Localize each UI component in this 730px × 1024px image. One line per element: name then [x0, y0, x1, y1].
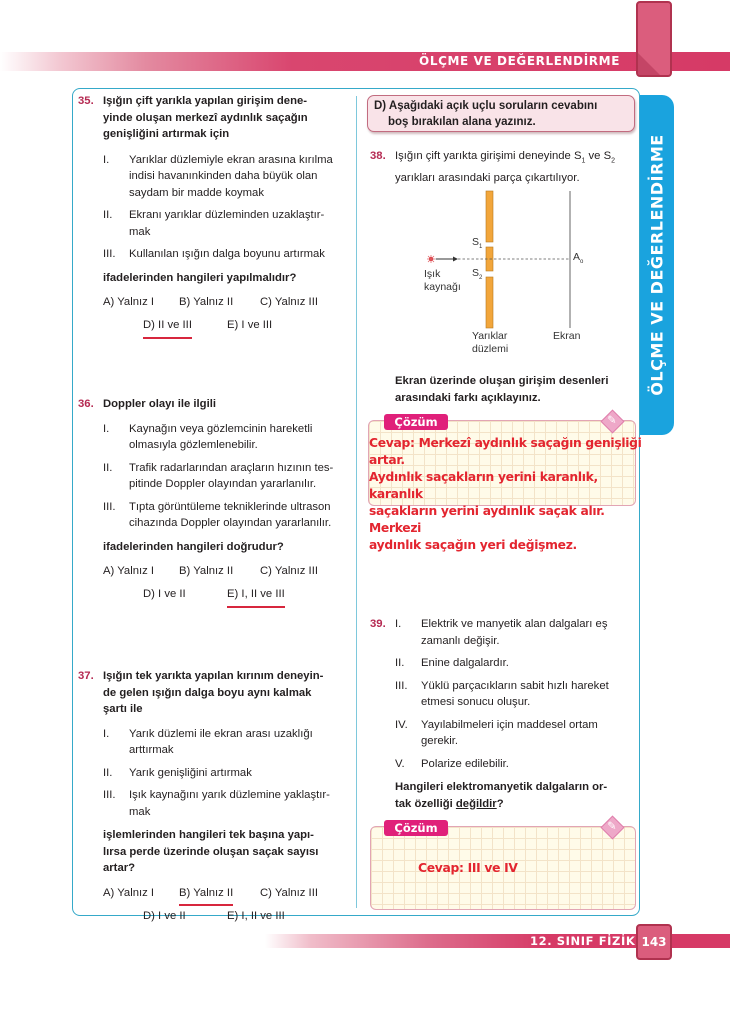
statement-line: Kaynağın veya gözlemcinin hareketli [129, 422, 313, 435]
question-stem: Doppler olayı ile ilgili [103, 398, 216, 410]
statement-line: Yarıklar düzlemiyle ekran arasına kırılma [129, 153, 333, 166]
slit-s1-label: $S_1$ [472, 236, 483, 251]
statement-line: mak [129, 805, 151, 818]
roman-numeral: IV. [395, 718, 408, 731]
question-number: 36. [78, 398, 94, 410]
statement-line: etmesi sonucu oluşur. [421, 696, 531, 708]
answer-38 [369, 435, 644, 554]
statement-line: cihazında Doppler olayından yararlanılır. [129, 517, 332, 529]
statement-iii [395, 678, 632, 711]
question-prompt: ifadelerinden hangileri yapılmalıdır? [103, 271, 297, 284]
question-38-prompt [395, 373, 635, 406]
statement-iv [395, 717, 632, 750]
point-a0-label: $A_o$ [573, 251, 584, 266]
statement-i [395, 616, 632, 649]
prompt-line: Ekran üzerinde oluşan girişim desenleri [395, 375, 609, 387]
statement-i [103, 421, 353, 454]
statement-line: Polarize edilebilir. [421, 757, 509, 770]
roman-numeral: I. [103, 422, 110, 435]
page-number: 143 [636, 924, 672, 960]
statement-iii [103, 787, 353, 820]
roman-numeral: II. [103, 766, 113, 779]
answer-line: saçakların yerini aydınlık saçak alır. Merkezi [369, 504, 605, 535]
stem-text: Işığın çift yarıkta girişimi deneyinde S [395, 150, 582, 162]
options-row-2 [103, 908, 353, 924]
statement-line: Yarık düzlemi ile ekran arası uzaklığı [129, 727, 313, 740]
statement-line: indisi havanınkinden daha büyük olan [129, 170, 318, 182]
answer-line: aydınlık saçağın yeri değişmez. [369, 538, 577, 552]
prompt-line: arasındaki farkı açıklayınız. [395, 391, 541, 404]
question-number: 39. [370, 618, 386, 630]
prompt-line: artar? [103, 862, 136, 874]
statement-line: Enine dalgalardır. [421, 657, 509, 669]
label-line: Yarıklar [472, 330, 508, 342]
statement-ii [103, 765, 353, 782]
question-37 [78, 668, 353, 924]
header-band [0, 52, 730, 71]
stem-line: yarıkları arasındaki parça çıkartılıyor. [395, 171, 580, 184]
question-36 [78, 396, 353, 602]
options-row-2 [103, 317, 353, 333]
question-prompt [395, 779, 632, 812]
slit-plane-label [472, 330, 508, 356]
section-d-instructions [367, 95, 635, 132]
statement-line: arttırmak [129, 744, 174, 756]
prompt-line [395, 796, 632, 813]
solution-label: Çözüm [384, 414, 448, 430]
side-tab-label: ÖLÇME VE DEĞERLENDİRME [647, 134, 667, 396]
roman-numeral: I. [103, 153, 110, 166]
header-title: ÖLÇME VE DEĞERLENDİRME [419, 54, 620, 68]
emphasized-word: değildir [455, 797, 497, 810]
roman-numeral: II. [103, 209, 113, 221]
statement-line: Tıpta görüntüleme tekniklerinde ultrason [129, 500, 331, 513]
statement-line: Işık kaynağını yarık düzlemine yaklaştır- [129, 789, 330, 801]
subscript: 2 [611, 157, 616, 165]
statement-line: gerekir. [421, 735, 459, 747]
stem-line: de gelen ışığın dalga boyu aynı kalmak [103, 686, 312, 699]
stem-line: Işığın tek yarıkta yapılan kırınım deneyin- [103, 670, 324, 682]
statement-iii [103, 246, 353, 263]
roman-numeral: III. [103, 248, 116, 260]
statement-i [103, 726, 353, 759]
prompt-line: Hangileri elektromanyetik dalgaların or- [395, 781, 608, 793]
option-d[interactable]: D) I ve II [143, 588, 186, 600]
statement-line: mak [129, 225, 151, 238]
statement-line: saydam bir madde koymak [129, 186, 264, 199]
question-stem [103, 93, 353, 143]
prompt-line: lırsa perde üzerinde oluşan saçak sayısı [103, 845, 319, 858]
question-prompt [103, 827, 353, 877]
section-d-line: D) Aşağıdaki açık uçlu soruların cevabını [374, 100, 598, 112]
option-b-marked[interactable]: B) Yalnız II [179, 885, 233, 907]
question-number: 38. [370, 150, 386, 162]
option-c[interactable]: C) Yalnız III [260, 886, 318, 899]
option-a[interactable]: A) Yalnız I [103, 886, 155, 899]
answer-line: Cevap: Merkezî aydınlık saçağın genişliği artar. [369, 436, 642, 467]
option-e-marked[interactable]: E) I, II ve III [227, 586, 285, 608]
statement-line: zamanlı değişir. [421, 634, 500, 647]
options-row-1 [103, 563, 353, 579]
option-a[interactable]: A) Yalnız I [103, 296, 155, 308]
roman-numeral: II. [103, 461, 113, 474]
column-divider [356, 96, 357, 908]
prompt-line: işlemlerinden hangileri tek başına yapı- [103, 829, 314, 841]
option-b[interactable]: B) Yalnız II [179, 296, 234, 308]
option-e[interactable]: E) I, II ve III [227, 909, 285, 922]
stem-line: genişliğini artırmak için [103, 128, 230, 140]
stem-line: yinde oluşan merkezî aydınlık saçağın [103, 111, 308, 124]
statement-line: Yüklü parçacıkların sabit hızlı hareket [421, 679, 609, 692]
statement-line: pitinde Doppler olayından yararlanılır. [129, 478, 317, 490]
double-slit-diagram [400, 180, 610, 360]
subscript: 1 [581, 157, 586, 165]
answer-line: Aydınlık saçakların yerini karanlık, karanlık [369, 470, 598, 501]
answer-39: Cevap: III ve IV [418, 861, 518, 875]
roman-numeral: III. [103, 500, 116, 513]
label-line: kaynağı [424, 281, 461, 293]
roman-numeral: II. [395, 657, 405, 669]
statement-line: olmasıyla gözlemlenebilir. [129, 439, 258, 451]
statement-iii [103, 499, 353, 532]
prompt-text: tak özelliği [395, 797, 456, 810]
slit-s2-label: $S_2$ [472, 267, 483, 282]
stem-text: ve S [585, 150, 612, 162]
question-number: 37. [78, 670, 94, 682]
option-d[interactable]: D) I ve II [143, 909, 186, 922]
roman-numeral: V. [395, 757, 405, 770]
option-b[interactable]: B) Yalnız II [179, 565, 234, 577]
roman-numeral: III. [103, 789, 116, 801]
statement-line: Yayılabilmeleri için maddesel ortam [421, 718, 598, 731]
statement-ii [103, 460, 353, 493]
light-source-label [424, 268, 461, 294]
option-e[interactable]: E) I ve III [227, 319, 273, 331]
statement-line: Elektrik ve manyetik alan dalgaları eş [421, 618, 608, 630]
question-39 [370, 616, 632, 812]
question-35 [78, 93, 353, 333]
stem-line: Işığın çift yarıkla yapılan girişim dene- [103, 95, 308, 107]
option-c[interactable]: C) Yalnız III [260, 296, 318, 308]
statement-ii [103, 207, 353, 240]
screen-label: Ekran [553, 330, 581, 342]
option-d-marked[interactable]: D) II ve III [143, 317, 192, 339]
statement-v [395, 756, 632, 773]
options-row-2 [103, 586, 353, 602]
option-c[interactable]: C) Yalnız III [260, 565, 318, 577]
roman-numeral: I. [103, 727, 110, 740]
statement-line: Yarık genişliğini artırmak [129, 766, 252, 779]
statement-i [103, 152, 353, 202]
stem-line: şartı ile [103, 703, 143, 715]
question-stem [103, 668, 353, 718]
statement-line: Trafik radarlarından araçların hızının tes- [129, 461, 334, 474]
header-tab-decoration [636, 1, 672, 77]
options-row-1 [103, 294, 353, 310]
label-line: Işık [424, 268, 441, 280]
roman-numeral: I. [395, 618, 402, 630]
question-number: 35. [78, 95, 94, 107]
section-d-line: boş bırakılan alana yazınız. [388, 116, 536, 128]
footer-title: 12. SINIF FİZİK [530, 934, 636, 948]
statement-line: Kullanılan ışığın dalga boyunu artırmak [129, 248, 325, 260]
options-row-1 [103, 885, 353, 901]
statement-line: Ekranı yarıklar düzleminden uzaklaştır- [129, 209, 325, 221]
prompt-text: ? [496, 797, 504, 810]
question-prompt: ifadelerinden hangileri doğrudur? [103, 540, 284, 553]
statement-ii [395, 655, 632, 672]
solution-label: Çözüm [384, 820, 448, 836]
roman-numeral: III. [395, 679, 408, 692]
label-line: düzlemi [472, 343, 509, 355]
option-a[interactable]: A) Yalnız I [103, 565, 155, 577]
